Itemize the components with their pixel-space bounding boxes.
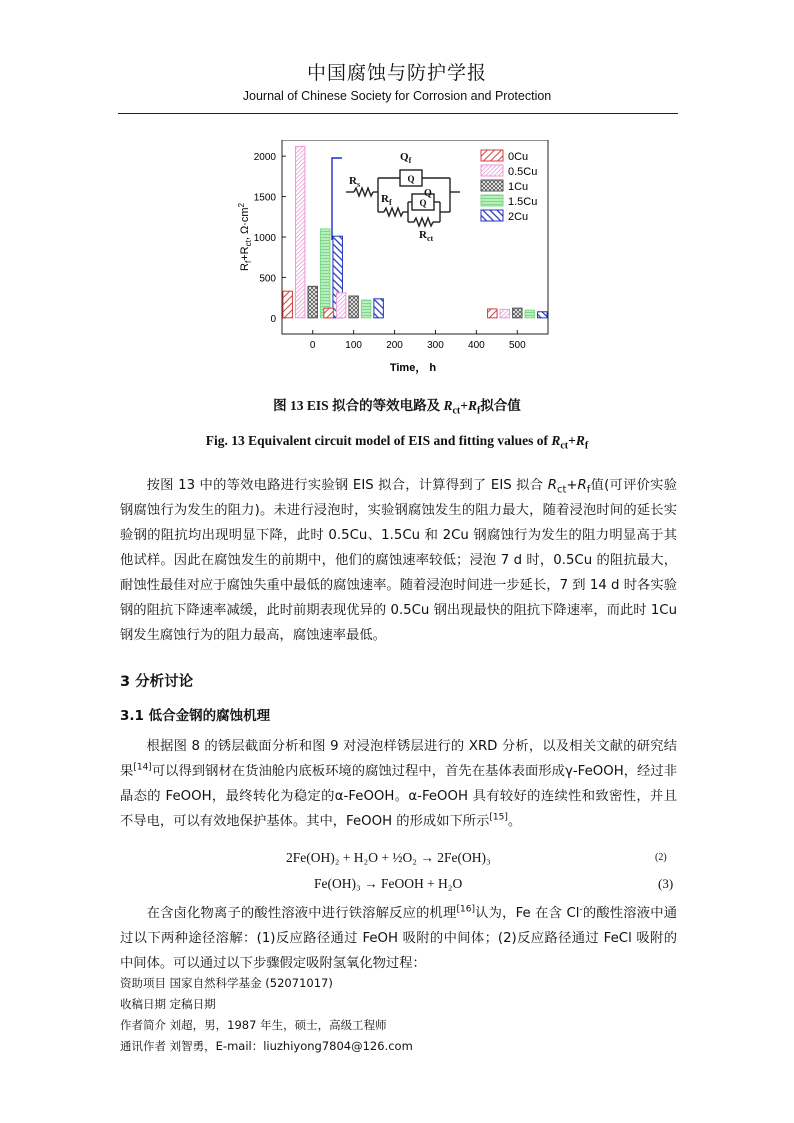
legend-swatch-2Cu	[481, 210, 503, 221]
x-tick-label: 0	[309, 340, 316, 351]
circuit-q1: Q	[407, 174, 415, 184]
y-tick-label: 1000	[253, 233, 276, 244]
bar-2Cu-t100	[374, 299, 384, 318]
circuit-qf: Q	[400, 151, 409, 163]
svg-text:Rs	[349, 175, 360, 189]
footnotes	[120, 973, 413, 1057]
footnote-funding: 资助项目 国家自然科学基金 (52071017)	[120, 976, 333, 990]
bar-0Cu-t500	[488, 309, 498, 318]
equation-2: 2Fe(OH)₂ + H₂O + ½O₂ → 2Fe(OH)₃	[286, 850, 491, 865]
circuit-rs-sub: s	[356, 180, 361, 189]
y-tick-label: 0	[270, 313, 276, 325]
bar-0.5Cu-t100	[336, 293, 346, 318]
svg-text:Qf	[400, 151, 412, 165]
circuit-q2: Q	[424, 188, 432, 199]
circuit-rs: R	[349, 175, 357, 187]
figure-caption-en: Fig. 13 Equivalent circuit model of EIS and fitting values of $R_{ct}+R_f$	[205, 433, 589, 452]
legend-label: 0Cu	[508, 151, 529, 163]
header-rule	[118, 113, 678, 114]
equation-3-number: (3)	[658, 876, 674, 891]
bar-1.5Cu-t100	[361, 300, 371, 318]
y-ticks	[254, 152, 286, 325]
y-tick-label: 1500	[253, 192, 276, 204]
bar-0.5Cu-t500	[500, 309, 510, 317]
bar-0Cu-t0	[283, 291, 293, 318]
equivalent-circuit	[346, 170, 460, 226]
circuit-rct: R	[419, 229, 427, 241]
journal-title-en: Journal of Chinese Society for Corrosion and Protection	[242, 89, 552, 103]
legend-swatch-1Cu	[481, 180, 503, 191]
legend-swatch-0.5Cu	[481, 165, 503, 176]
circuit-labels	[349, 151, 434, 243]
legend-label: 0.5Cu	[508, 166, 538, 178]
svg-text:Rct	[419, 229, 434, 243]
bar-1Cu-t500	[513, 308, 523, 318]
journal-title-cn: 中国腐蚀与防护学报	[306, 62, 487, 84]
svg-text:Rf	[381, 193, 392, 207]
section-heading-3: 3 分析讨论	[120, 674, 194, 690]
legend-swatch-1.5Cu	[481, 195, 503, 206]
y-tick-label: 2000	[253, 152, 276, 164]
paragraph-corrosion-mechanism: 根据图 8 的锈层截面分析和图 9 对浸泡样锈层进行的 XRD 分析，以及相关文献的研究结果[14]可以得到钢材在货油舱内底板环境的腐蚀过程中，首先在基体表面形成γ-FeOOH，经过非晶态的 FeOOH，最终转化为稳定的α-FeOOH。α-FeOOH 具有较好的连续性和致密性，并且不导电，可以有效地保护基体。其中，FeOOH 的形成如下所示[15]。	[120, 739, 677, 829]
circuit-qf-sub: f	[408, 156, 412, 165]
footnote-dates: 收稿日期 定稿日期	[120, 997, 216, 1011]
bar-1Cu-t0	[308, 286, 318, 318]
circuit-rf: R	[381, 193, 389, 205]
bar-2Cu-t500	[538, 312, 548, 318]
x-tick-label: 500	[508, 340, 526, 351]
y-axis-label: $R_f+R_{ct}$, $\Omega\cdot cm^2$	[237, 203, 253, 271]
x-tick-label: 100	[345, 340, 362, 351]
x-tick-label: 300	[427, 340, 444, 351]
figure-caption-cn: 图 13 EIS 拟合的等效电路及 $R_{ct}+R_f$拟合值	[273, 398, 521, 417]
bar-1.5Cu-t500	[525, 310, 535, 318]
paragraph-eis-results: 按图 13 中的等效电路进行实验钢 EIS 拟合，计算得到了 EIS 拟合 $R_{ct}+R_f$值(可评价实验钢腐蚀行为发生的阻力)。未进行浸泡时，实验钢腐蚀发生的阻力最大，随着浸泡时间的延长实验钢的阻抗均出现明显下降，此时 0.5Cu、1.5Cu 和 2Cu 钢腐蚀行为发生的阻力明显高于其他试样。因此在腐蚀发生的前期中，他们的腐蚀速率较低；浸泡 7 d 时，0.5Cu 的阻抗最大，耐蚀性最佳对应于腐蚀失重中最低的腐蚀速率。随着浸泡时间进一步延长，7 到 14 d 时各实验钢的阻抗下降速率减缓，此时前期表现优异的 0.5Cu 钢出现最快的阻抗下降速率，而此时 1Cu 钢发生腐蚀行为的阻力最高，腐蚀速率最低。	[120, 478, 677, 643]
circuit-rf-sub: f	[388, 198, 392, 207]
x-tick-label: 200	[386, 340, 403, 351]
bar-0.5Cu-t0	[295, 146, 305, 317]
legend-label: 1Cu	[508, 181, 529, 193]
bar-1Cu-t100	[349, 296, 359, 318]
legend	[481, 150, 537, 223]
circuit-q3: Q	[419, 198, 427, 208]
legend-label: 1.5Cu	[508, 196, 538, 208]
legend-swatch-0Cu	[481, 150, 503, 161]
eis-figure	[228, 140, 568, 380]
section-heading-3-1: 3.1 低合金钢的腐蚀机理	[120, 708, 271, 724]
equation-3: Fe(OH)₃ → FeOOH + H₂O	[314, 876, 463, 891]
footnote-contact: 通讯作者 刘智勇，E-mail：liuzhiyong7804@126.com	[120, 1039, 413, 1053]
bar-1.5Cu-t0	[320, 229, 330, 318]
footnote-author: 作者简介 刘超，男，1987 年生，硕士，高级工程师	[120, 1018, 387, 1032]
circuit-rct-sub: ct	[426, 234, 434, 243]
x-ticks	[310, 330, 526, 351]
paragraph-dissolution-mechanism: 在含卤化物离子的酸性溶液中进行铁溶解反应的机理[16]认为，Fe 在含 Cl-的酸性溶液中通过以下两种途径溶解：(1)反应路径通过 FeOH 吸附的中间体；(2)反应路径通过 FeCl 吸附的中间体。可以通过以下步骤假定吸附氢氧化物过程：	[120, 904, 677, 971]
equation-2-number: (2)	[655, 852, 667, 863]
y-tick-label: 500	[259, 273, 276, 285]
legend-label: 2Cu	[508, 211, 529, 223]
x-tick-label: 400	[468, 340, 485, 351]
bar-0Cu-t100	[324, 308, 334, 318]
bracket	[332, 158, 342, 240]
x-axis-label: Time， h	[389, 362, 437, 374]
